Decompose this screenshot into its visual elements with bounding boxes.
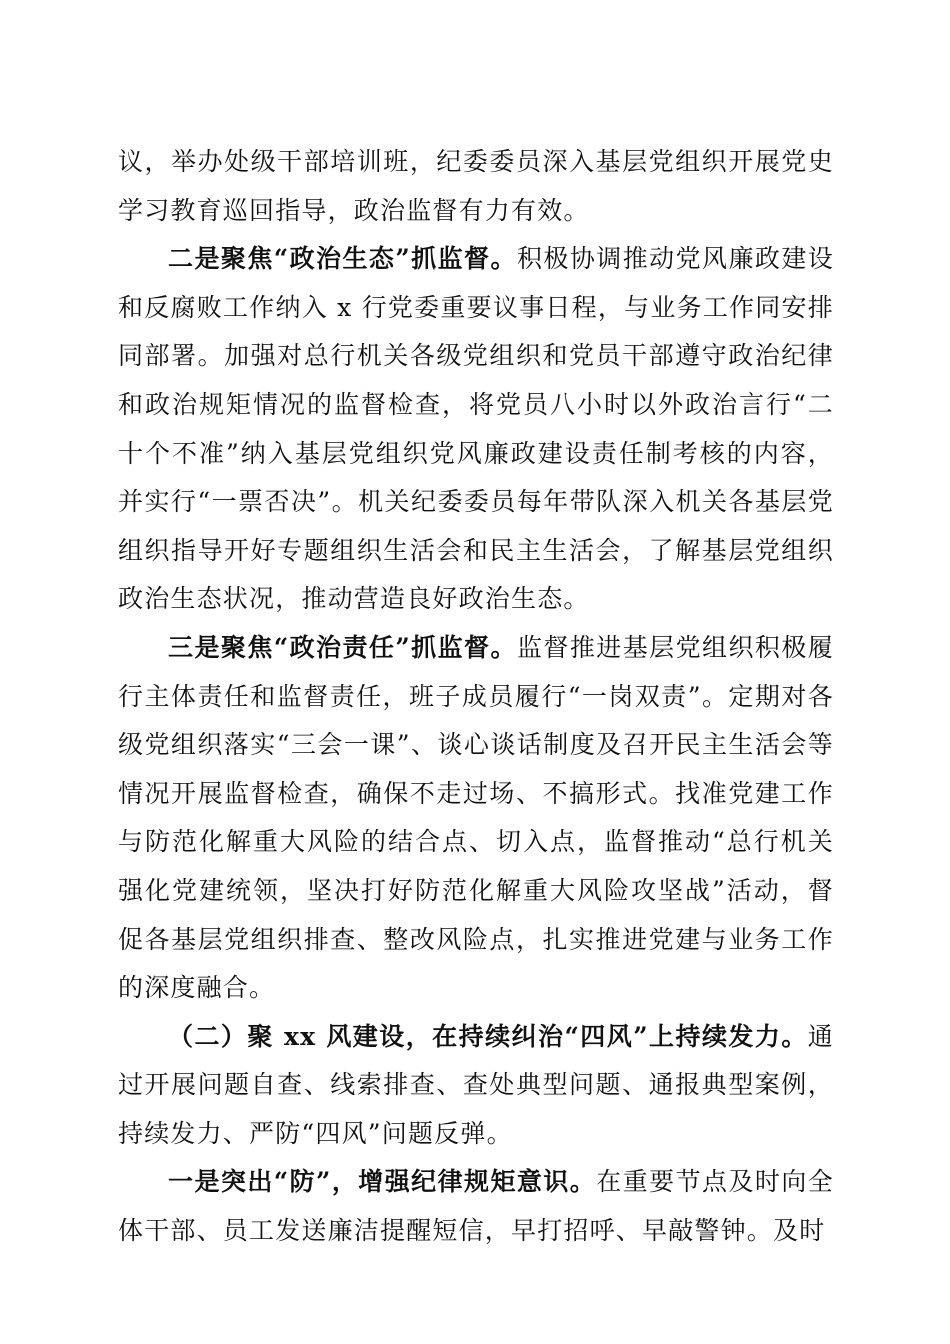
paragraph-4-heading: （二）聚 xx 风建设，在持续纠治“四风”上持续发力。 [168,1021,808,1051]
paragraph-2-body: 积极协调推动党风廉政建设和反腐败工作纳入 x 行党委重要议事日程，与业务工作同安排同部署。加强对总行机关各级党组织和党员干部遵守政治纪律和政治规矩情况的监督检查，将党员八小时以外政治言行“二十个不准”纳入基层党组织党风廉政建设责任制考核的内容，并实行“一票否决”。机关纪委委员每年带队深入机关各基层党组织指导开好专题组织生活会和民主生活会，了解基层党组织政治生态状况，推动营造良好政治生态。 [118,244,835,614]
paragraph-1-body: 议，举办处级干部培训班，纪委委员深入基层党组织开展党史学习教育巡回指导，政治监督有力有效。 [118,147,834,225]
paragraph-prevention [118,1158,834,1255]
paragraph-4-body: 通过开展问题自查、线索排查、查处典型问题、通报典型案例，持续发力、严防“四风”问题反弹。 [118,1021,834,1148]
paragraph-political-responsibility [118,624,834,1013]
paragraph-political-ecology [118,235,834,624]
paragraph-3-heading: 三是聚焦“政治责任”抓监督。 [168,632,517,662]
paragraph-3-body: 监督推进基层党组织积极履行主体责任和监督责任，班子成员履行“一岗双责”。定期对各级党组织落实“三会一课”、谈心谈话制度及召开民主生活会等情况开展监督检查，确保不走过场、不搞形式。找准党建工作与防范化解重大风险的结合点、切入点，监督推动“总行机关强化党建统领，坚决打好防范化解重大风险攻坚战”活动，督促各基层党组织排查、整改风险点，扎实推进党建与业务工作的深度融合。 [118,632,835,1003]
paragraph-5-heading: 一是突出“防”，增强纪律规矩意识。 [168,1167,597,1197]
paragraph-2-heading: 二是聚焦“政治生态”抓监督。 [168,244,517,274]
paragraph-continuation [118,138,834,235]
paragraph-style-construction [118,1013,834,1159]
document-body [118,138,834,1256]
paragraph-5-body: 在重要节点及时向全体干部、员工发送廉洁提醒短信，早打招呼、早敲警钟。及时 [118,1167,834,1246]
